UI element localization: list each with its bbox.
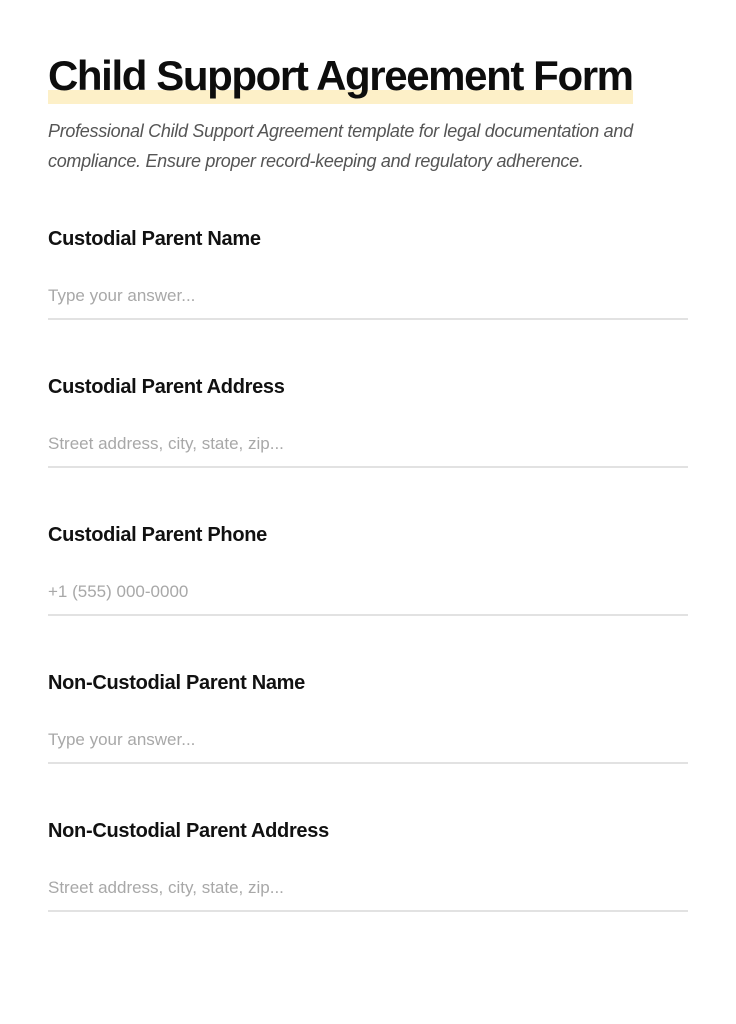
non-custodial-parent-name-input[interactable] [48,720,688,764]
field-label: Non-Custodial Parent Name [48,672,305,694]
form-fields [48,226,688,912]
field-custodial-parent-phone [48,522,688,616]
field-label: Non-Custodial Parent Address [48,820,329,842]
title-wrapper [48,50,633,102]
non-custodial-parent-address-input[interactable] [48,868,688,912]
field-non-custodial-parent-address [48,818,688,912]
custodial-parent-name-input[interactable] [48,276,688,320]
form-description: Professional Child Support Agreement template for legal documentation and compliance. Ensure proper record-keeping and regulatory adherence. [48,121,633,171]
field-custodial-parent-address [48,374,688,468]
custodial-parent-address-input[interactable] [48,424,688,468]
field-non-custodial-parent-name [48,670,688,764]
field-label: Custodial Parent Address [48,376,285,398]
field-custodial-parent-name [48,226,688,320]
field-label: Custodial Parent Phone [48,524,267,546]
field-label: Custodial Parent Name [48,228,261,250]
page-title: Child Support Agreement Form [48,52,633,99]
custodial-parent-phone-input[interactable] [48,572,688,616]
